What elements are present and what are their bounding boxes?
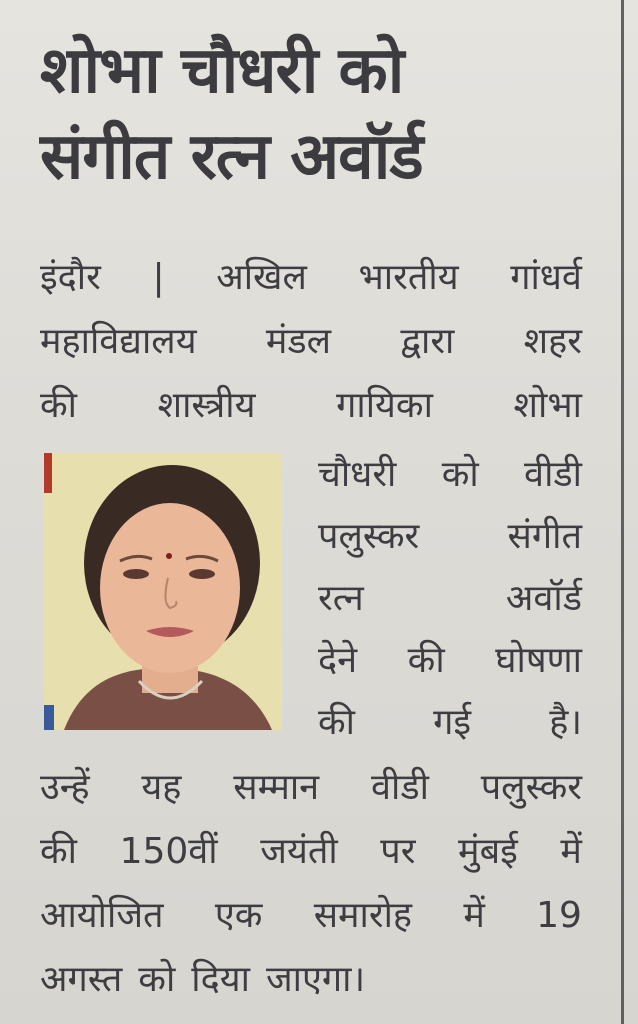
- text-line: [40, 820, 582, 884]
- word: चौधरी: [318, 454, 397, 495]
- word: वीडी: [524, 454, 582, 495]
- word: वीडी: [370, 767, 429, 808]
- text-line: [40, 884, 582, 948]
- text-line: [318, 506, 582, 568]
- text-line: [318, 630, 582, 692]
- word: सम्मान: [233, 767, 320, 808]
- word: में: [463, 895, 485, 936]
- article-intro: [40, 246, 582, 438]
- word: की: [40, 831, 77, 872]
- word: उन्हें: [40, 767, 90, 808]
- text-line: [318, 568, 582, 630]
- word: देने: [318, 640, 358, 681]
- word: |: [152, 257, 165, 298]
- word: घोषणा: [495, 640, 582, 681]
- word: भारतीय: [358, 257, 459, 298]
- word: अगस्त: [40, 959, 123, 1000]
- word: है।: [549, 702, 582, 743]
- headline-line-1: शोभा चौधरी को: [40, 34, 404, 108]
- word: गांधर्व: [510, 257, 582, 298]
- word: द्वारा: [400, 321, 455, 362]
- headline-line-2: संगीत रत्न अवॉर्ड: [40, 120, 423, 194]
- word: संगीत: [507, 516, 582, 557]
- word: जाएगा।: [265, 959, 366, 1000]
- text-line: [318, 444, 582, 506]
- text-line: [40, 310, 582, 374]
- word: शोभा: [513, 385, 582, 426]
- word: की: [318, 702, 355, 743]
- word: समारोह: [313, 895, 413, 936]
- text-line: [40, 374, 582, 438]
- word: पर: [380, 831, 416, 872]
- text-line: [40, 756, 582, 820]
- word: अवॉर्ड: [505, 578, 582, 619]
- text-line: [318, 692, 582, 754]
- word: को: [441, 454, 479, 495]
- article-continuation: [40, 756, 582, 1012]
- word: पलुस्कर: [480, 767, 582, 808]
- word: दिया: [191, 959, 250, 1000]
- word: की: [40, 385, 77, 426]
- word: शहर: [523, 321, 582, 362]
- word: की: [407, 640, 445, 681]
- word: आयोजित: [40, 895, 164, 936]
- portrait-photo: [44, 453, 282, 730]
- word: 19: [536, 895, 582, 936]
- text-line: [40, 948, 582, 1012]
- word: गायिका: [336, 385, 433, 426]
- text-line: [40, 246, 582, 310]
- headline: [40, 28, 600, 200]
- word: इंदौर: [40, 257, 101, 298]
- word: में: [560, 831, 582, 872]
- word: को: [138, 959, 176, 1000]
- word: मुंबई: [458, 831, 518, 872]
- word: यह: [141, 767, 182, 808]
- word: अखिल: [216, 257, 307, 298]
- word: 150वीं: [119, 831, 218, 872]
- word: एक: [214, 895, 263, 936]
- word: पलुस्कर: [318, 516, 420, 557]
- word: गई: [433, 702, 472, 743]
- word: मंडल: [265, 321, 332, 362]
- word: शास्त्रीय: [157, 385, 256, 426]
- word: रत्न: [318, 578, 364, 619]
- word: जयंती: [260, 831, 338, 872]
- column-rule: [621, 0, 624, 1024]
- portrait-illustration: [44, 453, 282, 730]
- article-wrap-column: [318, 444, 582, 754]
- word: महाविद्यालय: [40, 321, 197, 362]
